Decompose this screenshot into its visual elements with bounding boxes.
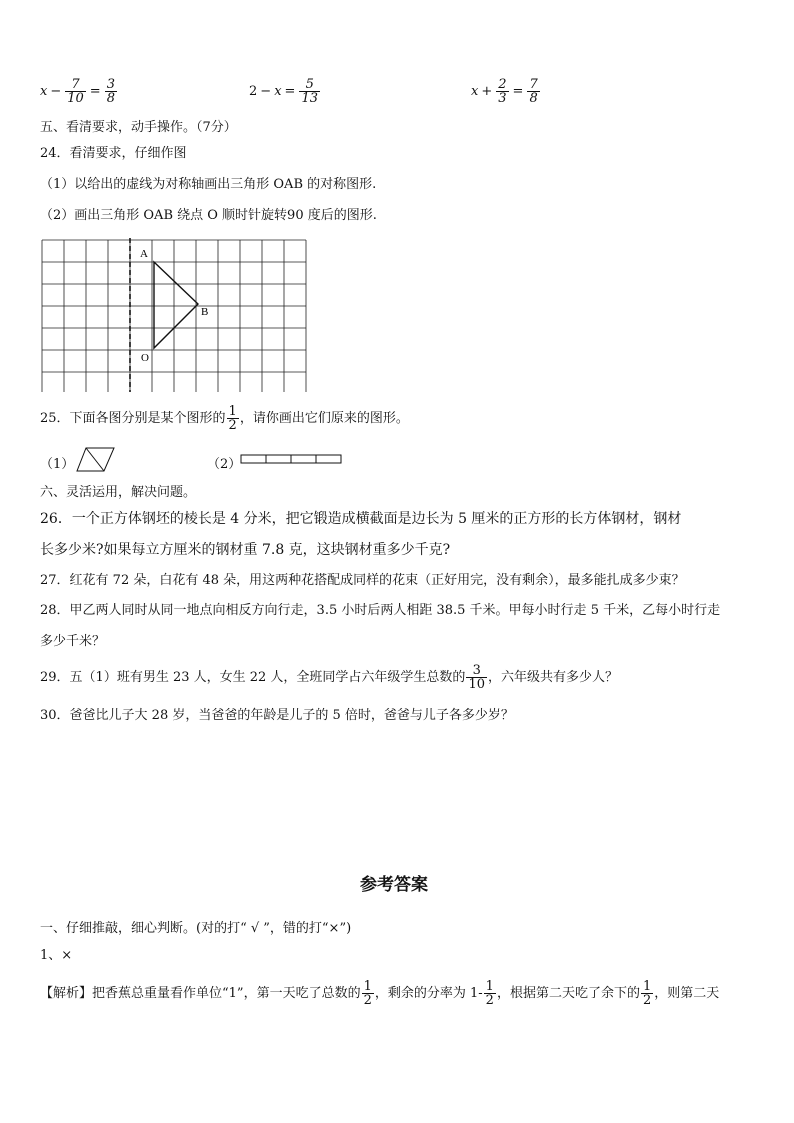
q29-suffix: ，六年级共有多少人？ (487, 670, 618, 685)
section6-title: 六、灵活运用，解决问题。 (40, 485, 197, 500)
q29-frac-den: 10 (468, 677, 485, 692)
q29-prefix: 29．五（1）班有男生 23 人，女生 22 人，全班同学占六年级学生总数的 (40, 670, 466, 685)
point-b-label: B (201, 306, 209, 318)
analysis-frac-3 (641, 980, 653, 1007)
analysis-frac-1-den: 2 (363, 993, 372, 1008)
q29-frac-num: 3 (472, 663, 481, 678)
analysis-frac-2-num: 1 (485, 979, 494, 994)
analysis-frac-2 (484, 980, 496, 1007)
analysis-frac-1 (362, 980, 374, 1007)
analysis-frac-1-num: 1 (363, 979, 372, 994)
point-o-label: O (141, 352, 149, 364)
eq3-rhs-frac (527, 78, 539, 105)
q25-label-2: （2） (207, 457, 242, 472)
eq3-var: x (471, 84, 479, 99)
analysis-frac-2-den: 2 (485, 993, 494, 1008)
eq2-op: − (260, 84, 272, 99)
answers-section1: 一、仔细推敲，细心判断。(对的打“ √ ”，错的打“×”) (40, 921, 352, 936)
answer-1-analysis (40, 978, 719, 1010)
triangle-oab (154, 262, 198, 348)
eq1-rhs-frac (105, 78, 117, 105)
eq3-rhs-den: 8 (529, 91, 538, 106)
eq3-frac-den: 3 (498, 91, 507, 106)
analysis-part1: 【解析】把香蕉总重量看作单位“1”，第一天吃了总数的 (40, 986, 361, 1001)
q25-suffix: ，请你画出它们原来的图形。 (239, 411, 409, 426)
q28-line1: 28．甲乙两人同时从同一地点向相反方向行走，3.5 小时后两人相距 38.5 千米。甲每小时行走 5 千米，乙每小时行走 (40, 603, 721, 618)
eq2-rhs-num: 5 (305, 77, 314, 92)
eq1-frac-den: 10 (67, 91, 84, 106)
eq2-var: x (274, 84, 282, 99)
q24-part2: （2）画出三角形 OAB 绕点 O 顺时针旋转90 度后的图形. (40, 208, 377, 223)
grid-lines (42, 240, 306, 392)
eq1-equals: = (89, 84, 101, 99)
q27-text: 27．红花有 72 朵，白花有 48 朵，用这两种花搭配成同样的花束（正好用完，没有剩余），最多能扎成多少束？ (40, 573, 685, 588)
q26-line2: 长多少米?如果每立方厘米的钢材重 7.8 克，这块钢材重多少千克? (40, 542, 451, 558)
analysis-frac-3-den: 2 (642, 993, 652, 1008)
analysis-part4: ，则第二天 (654, 986, 720, 1001)
eq1-frac-num: 7 (71, 77, 80, 92)
eq3-equals: = (512, 84, 524, 99)
eq2-equals: = (284, 84, 296, 99)
q30-text: 30．爸爸比儿子大 28 岁，当爸爸的年龄是儿子的 5 倍时，爸爸与儿子各多少岁？ (40, 708, 514, 723)
q24-title: 24．看清要求，仔细作图 (40, 146, 187, 161)
q28-line2: 多少千米？ (40, 634, 106, 649)
equation-2 (249, 78, 321, 105)
q24-part1: （1）以给出的虚线为对称轴画出三角形 OAB 的对称图形. (40, 177, 377, 192)
section5-title: 五、看清要求，动手操作。（7分） (40, 120, 237, 135)
eq1-rhs-num: 3 (106, 77, 115, 92)
eq2-const: 2 (249, 84, 258, 99)
q25-label-1: （1） (40, 457, 75, 472)
answer-1: 1、× (40, 948, 73, 963)
equation-3 (471, 78, 541, 105)
q25-frac-den: 2 (228, 418, 237, 433)
eq1-frac (65, 78, 86, 105)
q29-text (40, 662, 618, 694)
eq1-rhs-den: 8 (106, 91, 115, 106)
eq3-rhs-num: 7 (529, 77, 538, 92)
analysis-part2: ，剩余的分率为 1- (374, 986, 483, 1001)
point-a-label: A (140, 248, 148, 260)
eq2-rhs-den: 13 (301, 91, 318, 106)
symmetry-grid (38, 238, 314, 392)
equation-1 (40, 78, 118, 105)
half-parallelogram-figure (76, 447, 118, 473)
eq1-var: x (40, 84, 48, 99)
q26-line1: 26．一个正方体钢坯的棱长是 4 分米，把它锻造成横截面是边长为 5 厘米的正方形的长方体钢材，钢材 (40, 511, 682, 527)
q25-frac-num: 1 (228, 404, 237, 419)
analysis-part3: ，根据第二天吃了余下的 (496, 986, 640, 1001)
q25-text (40, 404, 409, 434)
half-rectangle-strip-figure (240, 454, 344, 466)
eq3-frac (496, 78, 508, 105)
eq2-rhs-frac (299, 78, 320, 105)
answers-heading: 参考答案 (360, 875, 428, 895)
q25-prefix: 25．下面各图分别是某个图形的 (40, 411, 226, 426)
eq3-op: + (481, 84, 493, 99)
q29-frac (466, 664, 487, 691)
eq1-op: − (50, 84, 62, 99)
analysis-frac-3-num: 1 (642, 979, 652, 994)
q25-frac (227, 405, 239, 432)
eq3-frac-num: 2 (498, 77, 507, 92)
